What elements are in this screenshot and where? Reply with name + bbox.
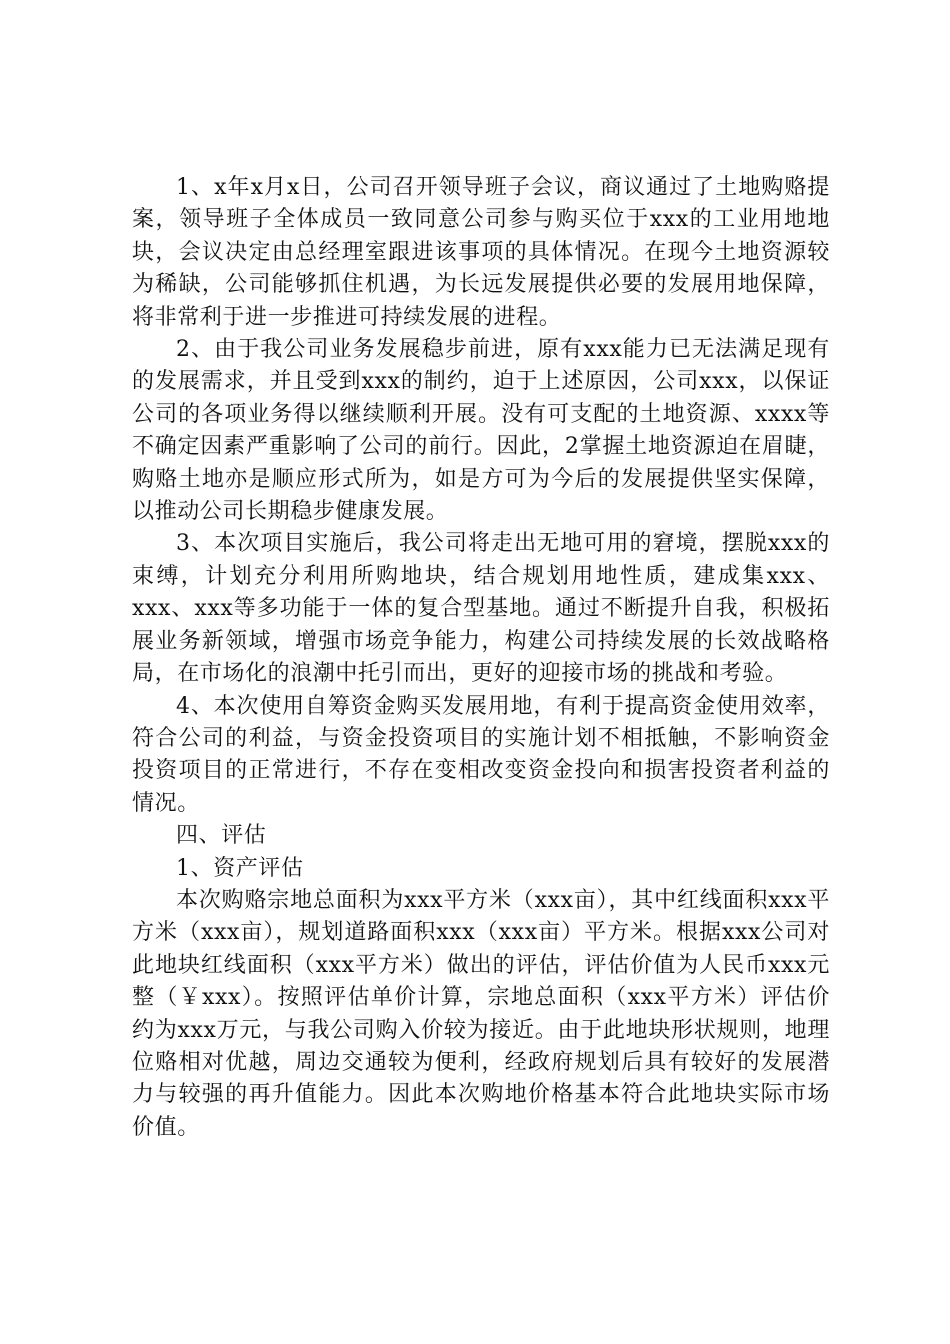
paragraph-3: 3、本次项目实施后，我公司将走出无地可用的窘境，摆脱xxx的束缚，计划充分利用所购地块，结合规划用地性质，建成集xxx、xxx、xxx等多功能于一体的复合型基地。通过不断提升自我，积极拓展业务新领域，增强市场竞争能力，构建公司持续发展的长效战略格局，在市场化的浪潮中托引而出，更好的迎接市场的挑战和考验。 <box>132 531 830 687</box>
paragraph-asset-evaluation: 本次购赂宗地总面积为xxx平方米（xxx亩），其中红线面积xxx平方米（xxx亩），规划道路面积xxx（xxx亩）平方米。根据xxx公司对此地块红线面积（xxx平方米）做出的评估，评估价值为人民币xxx元整（￥xxx）。按照评估单价计算，宗地总面积（xxx平方米）评估价约为xxx万元，与我公司购入价较为接近。由于此地块形状规则，地理位赂相对优越，周边交通较为便利，经政府规划后具有较好的发展潜力与较强的再升值能力。因此本次购地价格基本符合此地块实际市场价值。 <box>132 887 830 1140</box>
section-heading-evaluation: 四、评估 <box>176 823 267 849</box>
paragraph-2: 2、由于我公司业务发展稳步前进，原有xxx能力已无法满足现有的发展需求，并且受到xxx的制约，迫于上述原因，公司xxx，以保证公司的各项业务得以继续顺利开展。没有可支配的土地资源、xxxx等不确定因素严重影响了公司的前行。因此，2掌握土地资源迫在眉睫，购赂土地亦是顺应形式所为，如是方可为今后的发展提供坚实保障，以推动公司长期稳步健康发展。 <box>132 337 830 525</box>
paragraph-1: 1、x年x月x日，公司召开领导班子会议，商议通过了土地购赂提案，领导班子全体成员一致同意公司参与购买位于xxx的工业用地地块，会议决定由总经理室跟进该事项的具体情况。在现今土地资源较为稀缺，公司能够抓住机遇，为长远发展提供必要的发展用地保障，将非常利于进一步推进可持续发展的进程。 <box>132 175 830 330</box>
paragraph-4: 4、本次使用自筹资金购买发展用地，有利于提高资金使用效率，符合公司的利益，与资金投资项目的实施计划不相抵触，不影响资金投资项目的正常进行，不存在变相改变资金投向和损害投资者利益的情况。 <box>132 693 830 816</box>
subsection-heading-asset-evaluation: 1、资产评估 <box>176 855 304 881</box>
document-body <box>132 172 830 1144</box>
